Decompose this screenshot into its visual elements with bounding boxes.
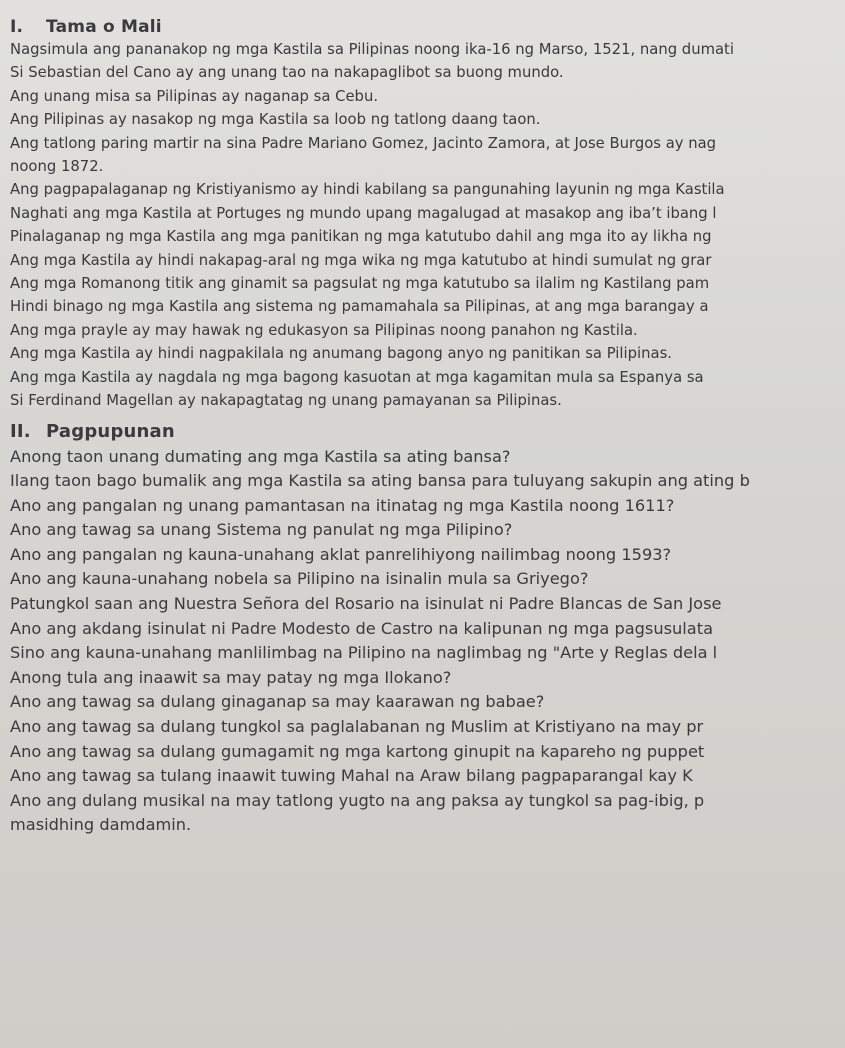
statement-line: Ang Pilipinas ay nasakop ng mga Kastila sa loob ng tatlong daang taon.	[10, 111, 541, 129]
statement-line: Ang pagpapalaganap ng Kristiyanismo ay hindi kabilang sa pangunahing layunin ng mga Kastila	[10, 181, 725, 199]
statement-line: Ang mga Kastila ay nagdala ng mga bagong kasuotan at mga kagamitan mula sa Espanya sa	[10, 368, 704, 386]
question-line: Ilang taon bago bumalik ang mga Kastila sa ating bansa para tuluyang sakupin ang ating b	[10, 471, 750, 491]
statement-line: Ang mga prayle ay may hawak ng edukasyon sa Pilipinas noong panahon ng Kastila.	[10, 321, 638, 339]
section-tama-o-mali	[10, 14, 845, 413]
section-title: Tama o Mali	[46, 17, 162, 37]
statement-line: Pinalaganap ng mga Kastila ang mga panitikan ng mga katutubo dahil ang mga ito ay likha ng	[10, 228, 712, 246]
statement-line: Naghati ang mga Kastila at Portuges ng mundo upang magalugad at masakop ang iba’t ibang l	[10, 204, 717, 222]
question-line: Anong tula ang inaawit sa may patay ng mga Ilokano?	[10, 667, 452, 687]
question-line: Anong taon unang dumating ang mga Kastila sa ating bansa?	[10, 446, 511, 466]
question-line: Ano ang kauna-unahang nobela sa Pilipino na isinalin mula sa Griyego?	[10, 569, 589, 589]
question-line: Ano ang pangalan ng kauna-unahang aklat panrelihiyong nailimbag noong 1593?	[10, 544, 672, 564]
section-title: Pagpupunan	[46, 420, 175, 442]
statement-list	[10, 38, 845, 413]
question-line: Sino ang kauna-unahang manlilimbag na Pilipino na naglimbag ng "Arte y Reglas dela l	[10, 643, 718, 663]
question-line: Ano ang tawag sa tulang inaawit tuwing Mahal na Araw bilang pagpaparangal kay K	[10, 766, 693, 786]
question-line: masidhing damdamin.	[10, 815, 192, 835]
section-heading	[10, 419, 845, 445]
statement-line: Ang mga Romanong titik ang ginamit sa pagsulat ng mga katutubo sa ilalim ng Kastilang pam	[10, 275, 710, 293]
statement-line: Ang tatlong paring martir na sina Padre Mariano Gomez, Jacinto Zamora, at Jose Burgos ay nag	[10, 134, 717, 152]
question-line: Ano ang tawag sa dulang tungkol sa paglalabanan ng Muslim at Kristiyano na may pr	[10, 717, 704, 737]
statement-line: Ang mga Kastila ay hindi nakapag-aral ng mga wika ng mga katutubo at hindi sumulat ng grar	[10, 251, 712, 269]
question-line: Ano ang tawag sa dulang ginaganap sa may kaarawan ng babae?	[10, 692, 545, 712]
statement-line: Si Ferdinand Magellan ay nakapagtatag ng unang pamayanan sa Pilipinas.	[10, 392, 562, 410]
question-line: Ano ang dulang musikal na may tatlong yugto na ang paksa ay tungkol sa pag-ibig, p	[10, 790, 705, 810]
section-heading	[10, 14, 845, 38]
section-number: I.	[10, 17, 24, 37]
question-line: Ano ang akdang isinulat ni Padre Modesto de Castro na kalipunan ng mga pagsusulata	[10, 618, 713, 638]
question-line: Patungkol saan ang Nuestra Señora del Rosario na isinulat ni Padre Blancas de San Jose	[10, 594, 722, 614]
statement-line: Ang unang misa sa Pilipinas ay naganap sa Cebu.	[10, 87, 379, 105]
statement-line: Si Sebastian del Cano ay ang unang tao na nakapaglibot sa buong mundo.	[10, 64, 564, 82]
question-list	[10, 445, 845, 839]
question-line: Ano ang tawag sa dulang gumagamit ng mga kartong ginupit na kapareho ng puppet	[10, 741, 705, 761]
statement-line: Ang mga Kastila ay hindi nagpakilala ng anumang bagong anyo ng panitikan sa Pilipinas.	[10, 345, 672, 363]
statement-line: noong 1872.	[10, 158, 104, 176]
section-number: II.	[10, 420, 31, 442]
question-line: Ano ang pangalan ng unang pamantasan na itinatag ng mga Kastila noong 1611?	[10, 495, 675, 515]
section-pagpupunan	[10, 419, 845, 839]
statement-line: Nagsimula ang pananakop ng mga Kastila sa Pilipinas noong ika-16 ng Marso, 1521, nang dumati	[10, 41, 734, 58]
question-line: Ano ang tawag sa unang Sistema ng panulat ng mga Pilipino?	[10, 520, 513, 540]
statement-line: Hindi binago ng mga Kastila ang sistema ng pamamahala sa Pilipinas, at ang mga barangay a	[10, 298, 709, 316]
